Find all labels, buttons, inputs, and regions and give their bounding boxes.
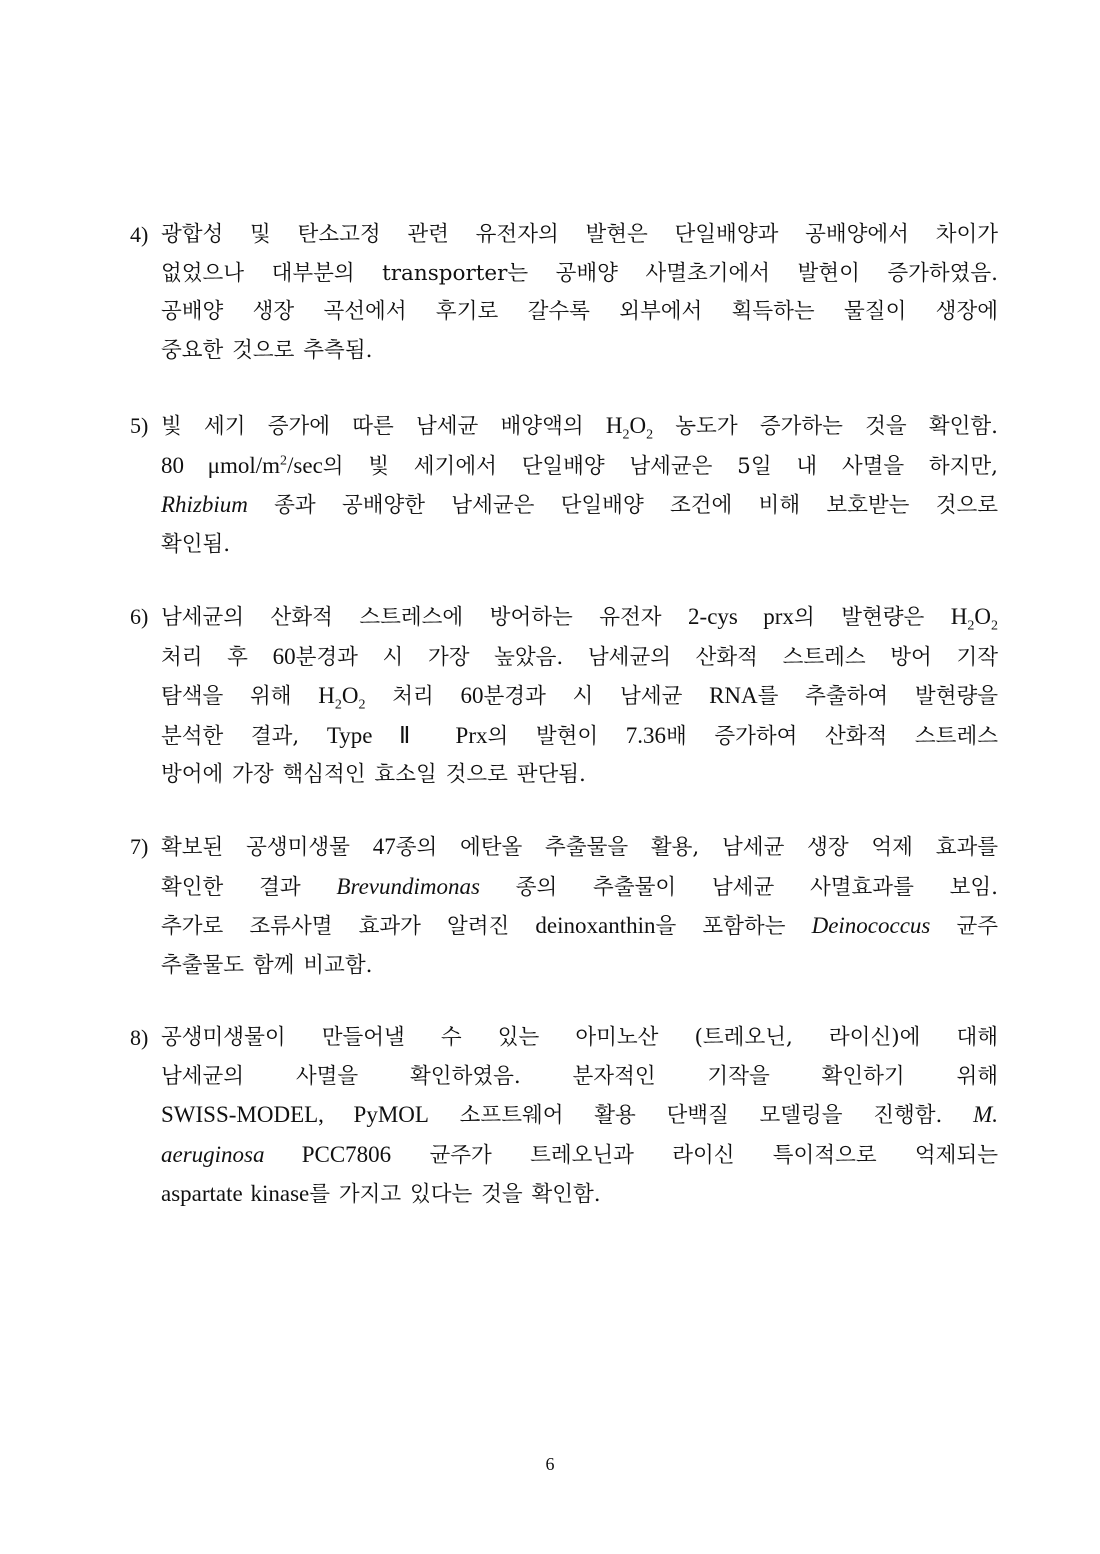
text-line: 분석한 결과, Type Ⅱ Prx의 발현이 7.36배 증가하여 산화적 스트레스 — [161, 722, 998, 749]
text-line: 추가로 조류사멸 효과가 알려진 deinoxanthin을 포함하는 Deinococcus 균주 — [161, 913, 999, 939]
page-number: 6 — [545, 1454, 555, 1474]
text-line: 공배양 생장 곡선에서 후기로 갈수록 외부에서 획득하는 물질이 생장에 — [161, 299, 998, 324]
species-name: M. — [973, 1102, 998, 1127]
chemical-formula: $H_2O_2$ — [605, 413, 654, 443]
list-item-7 — [130, 828, 998, 985]
text-line: 남세균의 사멸을 확인하였음. 분자적인 기작을 확인하기 위해 — [161, 1063, 998, 1089]
text-run: 빛 세기 증가에 따른 남세균 배양액의 — [161, 414, 606, 439]
text-line: 공생미생물이 만들어낼 수 있는 아미노산 (트레오닌, 라이신)에 대해 — [161, 1025, 998, 1050]
text-line: aspartate kinase를 가지고 있다는 것을 확인함. — [161, 1181, 601, 1207]
species-name: aeruginosa — [161, 1141, 265, 1167]
item-number: 4) — [130, 222, 149, 247]
text-line — [161, 407, 998, 447]
item-number: 7) — [130, 834, 149, 859]
text-line: SWISS-MODEL, PyMOL 소프트웨어 활용 단백질 모델링을 진행함. M. — [161, 1102, 998, 1128]
text-line: 확인됨. — [161, 531, 231, 557]
text-run: 의 빛 세기에서 단일배양 남세균은 5일 내 사멸을 하지만, — [322, 453, 998, 479]
text-line — [161, 447, 998, 487]
text-line: 없었으나 대부분의 transporter는 공배양 사멸초기에서 발현이 증가하였음. — [161, 260, 998, 286]
species-name: Deinococcus — [811, 913, 931, 938]
text-line: 탐색을 위해 $H_2O_2$ 처리 60분경과 시 남세균 RNA를 추출하여 발현량을 — [161, 683, 999, 713]
item-body — [161, 1019, 998, 1215]
item-body — [161, 828, 998, 985]
chemical-formula: $H_2O_2$ — [950, 604, 999, 634]
text-line: 중요한 것으로 추측됨. — [161, 337, 373, 363]
list-item-5 — [130, 407, 998, 564]
item-body — [161, 216, 998, 370]
text-line: 처리 후 60분경과 시 가장 높았음. 남세균의 산화적 스트레스 방어 기작 — [161, 643, 998, 670]
item-number: 5) — [130, 413, 149, 438]
text-line: 방어에 가장 핵심적인 효소일 것으로 판단됨. — [161, 762, 586, 787]
text-line: 추출물도 함께 비교함. — [161, 952, 373, 978]
text-line: 확보된 공생미생물 47종의 에탄올 추출물을 활용, 남세균 생장 억제 효과를 — [161, 834, 999, 860]
item-number: 8) — [130, 1025, 149, 1050]
species-name: Rhizbium — [161, 492, 248, 517]
item-body — [161, 407, 998, 564]
text-line: 남세균의 산화적 스트레스에 방어하는 유전자 2-cys prx의 발현량은 $H_2O_2$ — [161, 604, 999, 634]
item-number: 6) — [130, 604, 149, 629]
text-run: 종과 공배양한 남세균은 단일배양 조건에 비해 보호받는 것으로 — [247, 493, 998, 518]
unit-text: 80 μmol/$m^2/\sec$ — [161, 452, 323, 478]
list-item-6 — [130, 598, 998, 795]
text-line: 확인한 결과 Brevundimonas 종의 추출물이 남세균 사멸효과를 보임. — [161, 873, 999, 900]
list-item-4 — [130, 216, 998, 370]
text-line: 광합성 및 탄소고정 관련 유전자의 발현은 단일배양과 공배양에서 차이가 — [161, 222, 998, 247]
text-line: aeruginosa PCC7806 균주가 트레오닌과 라이신 특이적으로 억제되는 — [161, 1141, 998, 1168]
text-run: 농도가 증가하는 것을 확인함. — [653, 414, 998, 439]
species-name: Brevundimonas — [336, 873, 480, 899]
list-item-8 — [130, 1019, 998, 1215]
chemical-formula: $H_2O_2$ — [318, 683, 366, 713]
item-body — [161, 598, 998, 795]
text-line — [161, 486, 998, 526]
